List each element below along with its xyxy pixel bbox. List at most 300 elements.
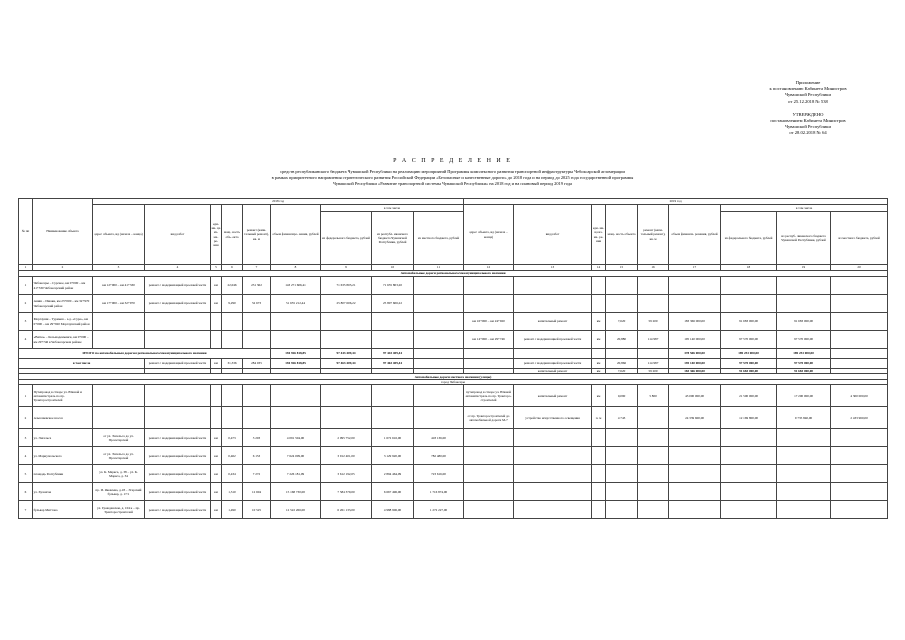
table-cell: 143 271 606,41 <box>271 277 321 295</box>
table-cell <box>464 429 514 447</box>
table-cell <box>211 407 222 429</box>
table-row <box>19 277 888 295</box>
table-cell <box>372 407 414 429</box>
table-cell <box>222 313 243 331</box>
table-cell: 97 570 000,00 <box>721 331 777 349</box>
table-cell: км 12+000 – км 41+330 <box>93 277 145 295</box>
table-cell: ул. К. Маркса, д. 38 – ул. К. Маркса, д. 34 <box>93 465 145 483</box>
table-cell <box>414 277 464 295</box>
table-cell: км <box>211 465 222 483</box>
table-cell <box>464 465 514 483</box>
table-cell <box>638 277 669 295</box>
col-header: мощ- ность объ- екта <box>222 205 243 265</box>
table-cell: 91 683 000,00 <box>777 313 831 331</box>
table-cell: 0,473 <box>222 429 243 447</box>
table-cell <box>243 407 271 429</box>
subtitle-line: в рамках приоритетного направления стратегического развития Российской Федерации «Безопасные и качественные дороги» до 2018 года и на период до 2025 года государственной программы <box>271 175 634 181</box>
table-cell <box>669 295 721 313</box>
col-header: № пп <box>19 199 33 265</box>
col-header: ремонт (капи- тальный ремонт), кв. м <box>243 205 271 265</box>
table-cell <box>831 501 888 519</box>
table-cell <box>414 295 464 313</box>
table-cell <box>638 407 669 429</box>
table-cell: 7 584 379,00 <box>321 483 372 501</box>
approval-block <box>728 80 888 137</box>
table-cell: 24 339 600,00 <box>669 407 721 429</box>
column-number: 16 <box>638 265 669 271</box>
table-cell <box>592 349 606 359</box>
table-cell <box>592 295 606 313</box>
table-cell <box>831 349 888 359</box>
table-cell <box>831 295 888 313</box>
table-cell: 7 <box>19 501 33 519</box>
table-row <box>19 407 888 429</box>
column-number: 11 <box>414 265 464 271</box>
table-cell <box>831 447 888 465</box>
column-number: 18 <box>721 265 777 271</box>
table-row <box>19 465 888 483</box>
table-cell <box>145 407 211 429</box>
table-cell <box>606 295 638 313</box>
table-cell <box>243 385 271 407</box>
table-cell <box>414 349 464 359</box>
table-cell <box>777 295 831 313</box>
table-cell: 1 272 227,00 <box>414 501 464 519</box>
table-cell <box>669 429 721 447</box>
table-cell <box>271 385 321 407</box>
table-cell <box>464 349 514 359</box>
table-cell: 0,090 <box>606 385 638 407</box>
table-cell: км <box>592 359 606 369</box>
column-number: 8 <box>271 265 321 271</box>
table-cell: 7 272 <box>243 465 271 483</box>
col-header: из респуб- ликанского бюджета Чувашской Республики, рублей <box>777 212 831 265</box>
table-cell <box>93 407 145 429</box>
table-cell: 59 200 <box>638 369 669 374</box>
table-cell: 97 463 409,44 <box>321 359 372 369</box>
table-cell <box>464 295 514 313</box>
table-cell: 183 366 000,00 <box>669 313 721 331</box>
col-header: Наименование объекта <box>33 199 93 265</box>
table-cell: км <box>592 369 606 374</box>
table-cell: 97 570 000,00 <box>721 359 777 369</box>
col-header: еди- ни- ца из- ме- ре- ния <box>211 205 222 265</box>
table-cell: км <box>592 331 606 349</box>
table-cell: ремонт с модернизацией проезжей части <box>514 331 592 349</box>
table-cell: ремонт с модернизацией проезжей части <box>145 465 211 483</box>
table-cell <box>464 483 514 501</box>
col-header: объем финанси- рования, рублей <box>669 205 721 265</box>
section-heading: Автомобильные дороги местного значения (улицы) <box>19 374 888 380</box>
table-cell: 3 <box>19 313 33 331</box>
col-header: еди- ни- ца из- ме- ре- ния <box>592 205 606 265</box>
table-cell <box>592 429 606 447</box>
table-cell: 25 807 606,22 <box>321 295 372 313</box>
column-number: 15 <box>606 265 638 271</box>
table-cell <box>514 501 592 519</box>
table-body <box>19 265 888 519</box>
column-number: 7 <box>243 265 271 271</box>
table-cell: 194 926 818,85 <box>271 359 321 369</box>
table-cell: км 16+000 – км 24+920 <box>464 313 514 331</box>
table-cell <box>145 331 211 349</box>
table-cell: ремонт с модернизацией проезжей части <box>145 447 211 465</box>
table-cell <box>606 349 638 359</box>
table-cell: 21 500 000,00 <box>721 385 777 407</box>
col-header: адрес объекта, ид (начала – конца) <box>93 205 145 265</box>
table-cell <box>638 465 669 483</box>
approval-line: от 25.12.2018 № 538 <box>788 98 828 104</box>
table-cell: 4 <box>19 331 33 349</box>
table-cell <box>606 501 638 519</box>
distribution-table <box>18 198 888 519</box>
table-cell <box>592 465 606 483</box>
column-number: 14 <box>592 265 606 271</box>
table-cell: 189 253 000,00 <box>721 349 777 359</box>
table-cell: от пр. Тракторостроителей до автомобильной дороги М-7 <box>464 407 514 429</box>
object-name: Путепровод в створе ул. Южной и автомагистраль по пр. Тракторостроителей <box>33 385 93 407</box>
table-cell <box>777 447 831 465</box>
table-cell: 5 <box>19 465 33 483</box>
table-cell: 97 463 409,44 <box>372 359 414 369</box>
column-number: 5 <box>211 265 222 271</box>
table-cell <box>93 331 145 349</box>
table-cell <box>372 385 414 407</box>
table-cell: 43 000 000,00 <box>669 385 721 407</box>
table-cell <box>831 277 888 295</box>
table-cell: 3 129 920,00 <box>372 447 414 465</box>
table-cell <box>721 501 777 519</box>
table-cell: 7,620 <box>606 369 638 374</box>
table-cell <box>145 385 211 407</box>
col-header: из местного бюджета, рублей <box>831 212 888 265</box>
table-cell <box>414 313 464 331</box>
including-header: в том числе <box>321 205 464 212</box>
table-cell <box>514 483 592 501</box>
table-cell: 1,310 <box>222 483 243 501</box>
table-cell: 2 095 752,00 <box>321 429 372 447</box>
table-cell <box>514 349 592 359</box>
table-cell: 6 153 <box>243 447 271 465</box>
table-cell <box>592 501 606 519</box>
column-number: 2 <box>33 265 93 271</box>
table-cell <box>243 313 271 331</box>
table-cell: 5 800 <box>638 385 669 407</box>
table-cell: км <box>592 313 606 331</box>
table-cell: 9,290 <box>222 295 243 313</box>
table-cell <box>414 359 464 369</box>
table-cell: 31,336 <box>222 359 243 369</box>
table-cell <box>464 277 514 295</box>
object-name: ул. Мариупольского <box>33 447 93 465</box>
table-cell <box>777 429 831 447</box>
table-cell: 17 200 000,00 <box>777 385 831 407</box>
table-cell: 20,866 <box>606 359 638 369</box>
total-label: ИТОГО по автомобильным дорогам регионального/межмуниципального значения <box>19 349 271 359</box>
table-cell <box>777 277 831 295</box>
table-cell <box>211 385 222 407</box>
table-cell: 4 743 <box>606 407 638 429</box>
col-header: из федерального бюджета, рублей <box>721 212 777 265</box>
table-cell <box>721 429 777 447</box>
table-cell: 22,046 <box>222 277 243 295</box>
object-name: «Вятка» – Козьмодемьянск, км 0+000 – км 29+746 в Чебоксарском районе <box>33 331 93 349</box>
approval-line: Чувашской Республики <box>785 92 831 98</box>
including-label: в том числе <box>19 359 145 369</box>
table-cell: 418 136,00 <box>414 429 464 447</box>
table-row <box>19 483 888 501</box>
including-header: в том числе <box>721 205 888 212</box>
table-cell <box>271 407 321 429</box>
column-number: 20 <box>831 265 888 271</box>
table-cell <box>606 465 638 483</box>
table-cell <box>721 277 777 295</box>
table-cell <box>222 385 243 407</box>
table-cell <box>222 331 243 349</box>
table-cell <box>321 331 372 349</box>
year-2019-header: 2019 год <box>464 199 888 205</box>
table-cell <box>669 447 721 465</box>
table-cell: капитальный ремонт <box>514 313 592 331</box>
table-cell: км <box>211 447 222 465</box>
table-cell: ремонт с модернизацией проезжей части <box>145 501 211 519</box>
table-cell: км <box>592 385 606 407</box>
table-cell <box>831 313 888 331</box>
table-cell: км <box>211 359 222 369</box>
table-cell: 231 362 <box>243 277 271 295</box>
table-cell <box>669 277 721 295</box>
section-heading: Автомобильные дороги регионального/межмуниципального значения <box>19 271 888 277</box>
table-cell: 189 253 000,00 <box>777 349 831 359</box>
table-cell <box>93 313 145 331</box>
table-cell: 91 683 000,00 <box>721 313 777 331</box>
table-cell <box>831 465 888 483</box>
object-name: Чебоксары – Сурское, км 0+000 – км 41+330 Чебоксарский район <box>33 277 93 295</box>
table-cell: 1,490 <box>222 501 243 519</box>
table-cell: км <box>211 429 222 447</box>
table-cell: 97 443 409,44 <box>321 349 372 359</box>
table-cell <box>669 465 721 483</box>
table-cell: 97 443 409,44 <box>372 349 414 359</box>
table-cell: км 17+000 – км 32+970 <box>93 295 145 313</box>
table-cell: 12 522 266,00 <box>271 501 321 519</box>
table-cell: 194 926 818,85 <box>271 349 321 359</box>
column-number: 10 <box>372 265 414 271</box>
table-cell: путепровод в створе ул. Южной автомагистраль по пр. Тракторо- строителей <box>464 385 514 407</box>
table-cell: 71 635 803,20 <box>372 277 414 295</box>
table-cell <box>606 277 638 295</box>
table-cell <box>211 331 222 349</box>
table-cell <box>514 295 592 313</box>
table-cell <box>669 501 721 519</box>
table-cell: 2 <box>19 295 33 313</box>
document-subtitle <box>150 169 755 187</box>
table-cell: 10 525 <box>243 501 271 519</box>
table-cell: км <box>211 277 222 295</box>
table-cell: км <box>211 501 222 519</box>
approval-line: Приложение <box>795 80 821 85</box>
col-header: мощ- ность объекта <box>606 205 638 265</box>
table-cell <box>721 483 777 501</box>
table-cell: 4 300 000,00 <box>831 385 888 407</box>
table-cell: от ул. Энгельса до ул. Пролетарской <box>93 429 145 447</box>
table-cell <box>592 483 606 501</box>
table-cell <box>638 483 669 501</box>
table-cell: капитальный ремонт <box>514 385 592 407</box>
table-cell: 59 200 <box>638 313 669 331</box>
table-cell: 782 480,00 <box>414 447 464 465</box>
table-cell <box>638 295 669 313</box>
table-cell: 15 168 730,00 <box>271 483 321 501</box>
table-row <box>19 429 888 447</box>
table-cell: 1 672 616,00 <box>372 429 414 447</box>
table-cell <box>831 359 888 369</box>
city-heading: город Чебоксары <box>19 380 888 385</box>
table-cell: 1 <box>19 385 33 407</box>
column-number: 19 <box>777 265 831 271</box>
table-cell: 6 <box>19 483 33 501</box>
table-cell: ул. Гражданская, д. 104 к – пр. Тракторостроителей <box>93 501 145 519</box>
column-number: 3 <box>93 265 145 271</box>
table-cell <box>777 483 831 501</box>
table-cell <box>606 447 638 465</box>
table-cell: 4 <box>19 447 33 465</box>
table-row <box>19 359 888 369</box>
table-cell: 114 987 <box>638 359 669 369</box>
table-cell <box>271 313 321 331</box>
col-header: вид работ <box>145 205 211 265</box>
table-cell: 3 912 401,00 <box>321 447 372 465</box>
table-cell <box>777 465 831 483</box>
table-cell <box>211 313 222 331</box>
table-cell <box>514 465 592 483</box>
table-cell: 6 667 496,00 <box>372 483 414 501</box>
table-cell <box>606 483 638 501</box>
table-row <box>19 295 888 313</box>
column-number: 1 <box>19 265 33 271</box>
table-cell: ремонт с модернизацией проезжей части <box>514 359 592 369</box>
table-cell <box>831 331 888 349</box>
table-cell: 97 570 000,00 <box>777 359 831 369</box>
table-cell: 7 226 181,09 <box>271 465 321 483</box>
table-cell <box>638 447 669 465</box>
table-cell <box>514 277 592 295</box>
table-cell <box>777 501 831 519</box>
table-cell: 0,434 <box>222 465 243 483</box>
table-cell: 2 894 464,09 <box>372 465 414 483</box>
table-row <box>19 501 888 519</box>
table-cell <box>414 407 464 429</box>
table-row <box>19 349 888 359</box>
table-cell: 91 683 000,00 <box>721 369 777 374</box>
table-cell: 0,462 <box>222 447 243 465</box>
table-cell: капитальный ремонт <box>514 369 592 374</box>
table-cell: ремонт с модернизацией проезжей части <box>145 295 211 313</box>
table-cell: ремонт с модернизацией проезжей части <box>145 483 211 501</box>
col-header: из федерального бюджета, рублей <box>321 212 372 265</box>
table-cell: 9 735 840,00 <box>777 407 831 429</box>
table-cell: 12 169 800,00 <box>721 407 777 429</box>
col-header: адрес объекта, ид (начала – конца) <box>464 205 514 265</box>
table-cell: 195 140 000,00 <box>669 359 721 369</box>
table-cell: 2 433 960,00 <box>831 407 888 429</box>
approval-line: Чувашской Республики <box>785 124 831 130</box>
column-number: 6 <box>222 265 243 271</box>
table-cell: п. м <box>592 407 606 429</box>
column-number: 4 <box>145 265 211 271</box>
column-number: 9 <box>321 265 372 271</box>
approval-line: от 28.02.2018 № 64 <box>789 130 827 136</box>
table-cell: км <box>211 295 222 313</box>
table-cell: 1 716 874,00 <box>414 483 464 501</box>
object-name: бульвар Миттова <box>33 501 93 519</box>
table-cell <box>721 447 777 465</box>
table-cell <box>721 295 777 313</box>
approval-line: постановлением Кабинета Министров <box>770 118 846 124</box>
table-cell <box>831 483 888 501</box>
table-cell: км 14+000 – км 29+746 <box>464 331 514 349</box>
object-name: Альгешевское шоссе <box>33 407 93 429</box>
table-cell <box>721 465 777 483</box>
table-cell: 71 635 803,21 <box>321 277 372 295</box>
table-cell: 3 203 <box>243 429 271 447</box>
table-cell <box>145 313 211 331</box>
table-cell: 195 140 000,00 <box>669 331 721 349</box>
table-cell <box>514 447 592 465</box>
table-cell: 7,620 <box>606 313 638 331</box>
table-cell <box>464 447 514 465</box>
object-name: ул. Хузангая <box>33 483 93 501</box>
table-cell: 723 616,00 <box>414 465 464 483</box>
col-header: из республ- иканского бюджета Чувашской Республики, рублей <box>372 212 414 265</box>
year-2018-header: 2018 год <box>93 199 464 205</box>
object-name: Аниш – Ишаки, км 23+000 – км 32+970 Чебоксарский район <box>33 295 93 313</box>
table-cell: 91 683 000,00 <box>777 369 831 374</box>
table-cell: ремонт с модернизацией проезжей части <box>145 277 211 295</box>
table-cell: 378 506 000,00 <box>669 349 721 359</box>
table-cell: 20,880 <box>606 331 638 349</box>
table-cell: 3 612 192,05 <box>321 465 372 483</box>
table-cell <box>414 331 464 349</box>
table-row <box>19 331 888 349</box>
object-name: ул. Энгельса <box>33 429 93 447</box>
subtitle-line: Чувашской Республики «Развитие транспортной системы Чувашской Республики» на 2018 год и на плановый период 2019 года <box>332 181 573 187</box>
subtitle-line: средств республиканского бюджета Чувашской Республики на реализацию мероприятий Программы комплексного развития транспортной инфраструктуры Чебоксарской агломерации <box>280 169 625 174</box>
table-cell <box>321 385 372 407</box>
table-cell <box>606 429 638 447</box>
table-cell: пр. И. Яковлева, д.18 – Эгерский бульвар, д. 17/1 <box>93 483 145 501</box>
table-cell: 97 570 000,00 <box>777 331 831 349</box>
column-number: 17 <box>669 265 721 271</box>
table-cell: 52 673 <box>243 295 271 313</box>
table-cell: 1 <box>19 277 33 295</box>
table-cell: ремонт с модернизацией проезжей части <box>145 429 211 447</box>
table-cell: 183 366 000,00 <box>669 369 721 374</box>
table-cell: 6 261 133,00 <box>321 501 372 519</box>
table-row <box>19 447 888 465</box>
approval-line: УТВЕРЖДЕНО <box>792 111 824 117</box>
table-cell <box>638 429 669 447</box>
column-number: 13 <box>514 265 592 271</box>
table-cell <box>592 277 606 295</box>
table-cell <box>464 501 514 519</box>
col-header: ремонт (капи- тальный ремонт), кв. м <box>638 205 669 265</box>
table-cell <box>372 331 414 349</box>
col-header: объем финансиро- вания, рублей <box>271 205 321 265</box>
table-cell: км <box>211 483 222 501</box>
table-cell: 4 988 906,00 <box>372 501 414 519</box>
table-cell: устройство искусственного освещения <box>514 407 592 429</box>
